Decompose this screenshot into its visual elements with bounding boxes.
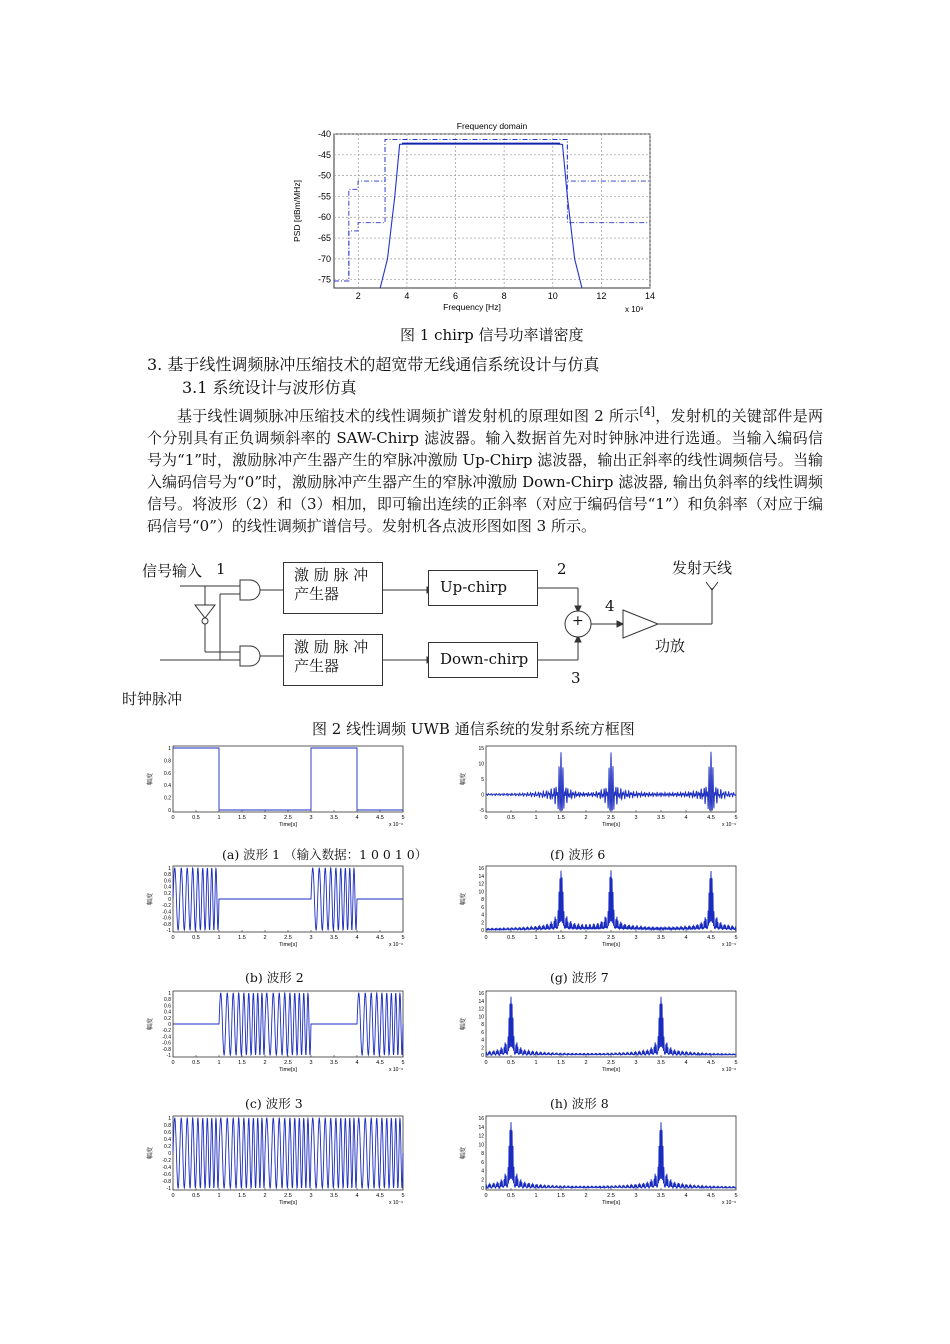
pulse-generator-bottom — [283, 634, 383, 686]
x-tick-label: 4 — [355, 815, 359, 821]
fig2-diagram — [120, 550, 760, 715]
caption-f: (f) 波形 6 — [550, 847, 606, 862]
body-paragraph — [147, 401, 823, 537]
y-tick-label: -0.2 — [162, 903, 171, 910]
y-tick-label: 1 — [168, 991, 171, 997]
x-tick-label: 0 — [171, 1193, 175, 1199]
x-tick-label: 3.5 — [330, 1060, 338, 1066]
x-tick-label: 1 — [217, 815, 221, 821]
y-tick-label: -40 — [317, 129, 331, 139]
x-tick-label: 1.5 — [557, 1060, 565, 1066]
x-tick-label: 0 — [484, 815, 488, 821]
x-tick-label: 2.5 — [284, 1060, 292, 1066]
x-tick-label: 5 — [401, 935, 405, 941]
x-tick-label: 0 — [171, 935, 175, 941]
y-tick-label: -0.2 — [162, 1158, 171, 1164]
up-chirp-filter — [428, 570, 538, 606]
x-multiplier: x 10⁻⁶ — [722, 942, 737, 948]
y-tick-label: -50 — [317, 170, 331, 181]
paragraph-text-2: ，发射机的关键部件是两个分别具有正负调频斜率的 SAW-Chirp 滤波器。输入数据首先对时钟脉冲进行选通。当输入编码信号为“1”时，激励脉冲产生器产生的窄脉冲激励 Up-Chirp 滤波器，输出正斜率的线性调频信号。当输入编码信号为“0”时，激励脉冲产生器产生的窄脉冲激励 Down-Chirp 滤波器, 输出负斜率的线性调频信号。将波形（2）和（3）相加，即可输出连续的正斜率（对应于编码信号“1”）和负斜率（对应于编码信号“0”）的线性调频扩谱信号。发射机各点波形图如图 3 所示。 — [147, 407, 823, 535]
x-tick-label: 4.5 — [376, 1193, 384, 1199]
y-tick-label: 8 — [481, 897, 484, 903]
y-tick-label: 1 — [168, 866, 171, 872]
y-tick-label: 14 — [478, 873, 484, 880]
y-tick-label: 2 — [481, 1177, 484, 1184]
x-tick-label: 4 — [355, 1060, 359, 1066]
y-tick-label: 16 — [478, 866, 484, 872]
x-multiplier: x 10⁻⁶ — [722, 1067, 737, 1073]
x-tick-label: 12 — [596, 291, 607, 301]
node-4-label: 4 — [605, 597, 615, 615]
y-tick-label: -0.6 — [162, 1040, 171, 1047]
x-tick-label: 1.5 — [557, 815, 565, 821]
y-tick-label: -75 — [317, 274, 331, 285]
x-tick-label: 4.5 — [707, 935, 715, 941]
node-1-label: 1 — [216, 560, 226, 578]
x-tick-label: 4.5 — [376, 815, 384, 821]
x-tick-label: 4 — [684, 1193, 688, 1199]
y-tick-label: -1 — [166, 928, 171, 934]
x-tick-label: 3.5 — [657, 1060, 665, 1066]
y-tick-label: 10 — [478, 1014, 484, 1021]
citation-ref: [4] — [639, 405, 656, 418]
y-tick-label: -0.8 — [162, 1179, 171, 1185]
adder-symbol: + — [572, 613, 584, 629]
y-tick-label: -0.6 — [162, 1172, 171, 1178]
x-tick-label: 2.5 — [284, 935, 292, 941]
y-tick-label: 0.2 — [164, 1015, 171, 1022]
y-tick-label: 6 — [481, 1159, 484, 1166]
fig2-caption: 图 2 线性调频 UWB 通信系统的发射系统方框图 — [312, 720, 635, 738]
y-tick-label: 0.4 — [164, 783, 171, 790]
fig1-chart — [288, 118, 658, 314]
x-tick-label: 0 — [171, 1060, 175, 1066]
y-tick-label: 0.6 — [164, 1130, 171, 1136]
x-tick-label: 3 — [634, 935, 638, 941]
x-tick-label: 3 — [634, 1060, 638, 1066]
y-tick-label: 0 — [481, 928, 484, 934]
y-tick-label: 6 — [481, 904, 484, 911]
y-tick-label: -0.4 — [162, 1034, 171, 1041]
caption-g: (g) 波形 7 — [550, 970, 609, 985]
time-axis-label: Time[s] — [602, 1067, 620, 1073]
x-tick-label: 5 — [401, 1193, 405, 1199]
y-tick-label: -1 — [166, 1186, 171, 1192]
x-tick-label: 3 — [309, 815, 313, 821]
y-tick-label: 0.6 — [164, 1003, 171, 1010]
x-multiplier: x 10⁻⁶ — [389, 822, 404, 828]
x-tick-label: 0 — [171, 815, 175, 821]
psd-chart-svg — [288, 118, 658, 314]
x-tick-label: 4.5 — [707, 1193, 715, 1199]
x-tick-label: 0.5 — [507, 815, 515, 821]
y-tick-label: -0.2 — [162, 1028, 171, 1035]
x-tick-label: 2 — [263, 935, 267, 941]
x-tick-label: 1 — [217, 1060, 221, 1066]
y-tick-label: 0.8 — [164, 1123, 171, 1129]
y-tick-label: -0.8 — [162, 921, 171, 928]
y-tick-label: 8 — [481, 1151, 484, 1157]
y-tick-label: 0.8 — [164, 872, 171, 879]
x-tick-label: 10 — [547, 291, 558, 301]
x-tick-label: 1.5 — [557, 1193, 565, 1199]
panel-frame — [173, 746, 403, 812]
x-multiplier: x 10⁹ — [625, 305, 644, 314]
y-tick-label: -0.6 — [162, 915, 171, 922]
y-tick-label: 0.4 — [164, 1137, 171, 1143]
x-tick-label: 3.5 — [330, 935, 338, 941]
node-3-label: 3 — [571, 669, 581, 687]
down-chirp-label: Down-chirp — [440, 650, 529, 668]
x-tick-label: 1.5 — [238, 815, 246, 821]
y-tick-label: 0 — [481, 1053, 484, 1059]
x-tick-label: 0.5 — [192, 1060, 200, 1066]
x-tick-label: 2.5 — [607, 935, 615, 941]
y-tick-label: 0 — [168, 1022, 171, 1028]
subsection-heading: 3.1 系统设计与波形仿真 — [182, 378, 357, 397]
x-tick-label: 1 — [534, 1193, 538, 1199]
x-tick-label: 2 — [584, 1060, 588, 1066]
y-tick-label: 0.2 — [164, 1144, 171, 1150]
time-axis-label: Time[s] — [279, 1067, 297, 1073]
y-axis-label: 幅度 — [147, 892, 154, 906]
fig3-panel-g — [458, 860, 748, 952]
time-axis-label: Time[s] — [602, 1200, 620, 1206]
x-tick-label: 8 — [501, 291, 507, 301]
signal-input-label: 信号输入 — [142, 562, 203, 580]
y-tick-label: 10 — [478, 1142, 484, 1149]
time-axis-label: Time[s] — [279, 942, 297, 948]
pulse-generator-bottom-label: 激 励 脉 冲 产生器 — [294, 638, 369, 675]
x-tick-label: 4 — [404, 291, 410, 301]
up-chirp-label: Up-chirp — [440, 578, 507, 596]
x-tick-label: 4 — [355, 935, 359, 941]
y-tick-label: 2 — [481, 920, 484, 927]
y-tick-label: 0.4 — [164, 1009, 171, 1016]
x-tick-label: 0.5 — [507, 1193, 515, 1199]
y-tick-label: 14 — [478, 998, 484, 1005]
caption-b: (b) 波形 2 — [245, 970, 304, 985]
x-tick-label: 0.5 — [507, 935, 515, 941]
x-tick-label: 1.5 — [238, 935, 246, 941]
x-tick-label: 5 — [401, 815, 405, 821]
y-tick-label: 0.4 — [164, 884, 171, 891]
fig3-panel-c — [145, 985, 415, 1077]
x-tick-label: 1.5 — [238, 1193, 246, 1199]
y-tick-label: -5 — [479, 808, 484, 814]
y-axis-label: 幅度 — [147, 1146, 154, 1160]
x-multiplier: x 10⁻⁶ — [722, 1200, 737, 1206]
x-tick-label: 3.5 — [657, 1193, 665, 1199]
y-tick-label: 16 — [478, 991, 484, 997]
y-tick-label: 12 — [478, 881, 484, 888]
x-tick-label: 2 — [584, 815, 588, 821]
x-tick-label: 3.5 — [330, 815, 338, 821]
time-axis-label: Time[s] — [279, 822, 297, 828]
y-tick-label: 1 — [168, 746, 171, 752]
y-tick-label: 10 — [478, 761, 484, 768]
x-tick-label: 4.5 — [707, 1060, 715, 1066]
x-tick-label: 5 — [734, 1060, 738, 1066]
x-tick-label: 0 — [484, 1193, 488, 1199]
x-tick-label: 6 — [453, 291, 459, 301]
panel-frame — [486, 991, 736, 1057]
y-tick-label: 1 — [168, 1116, 171, 1122]
x-tick-label: 1 — [534, 935, 538, 941]
x-tick-label: 0.5 — [507, 1060, 515, 1066]
y-tick-label: 6 — [481, 1029, 484, 1036]
y-axis-label: 幅度 — [460, 1146, 467, 1160]
x-tick-label: 3 — [309, 1193, 313, 1199]
x-tick-label: 2 — [263, 815, 267, 821]
y-tick-label: 0.8 — [164, 758, 171, 765]
x-tick-label: 3.5 — [330, 1193, 338, 1199]
y-tick-label: 0 — [481, 1186, 484, 1192]
y-tick-label: 0 — [168, 1151, 171, 1157]
x-tick-label: 2 — [263, 1060, 267, 1066]
caption-a: (a) 波形 1 （输入数据：1 0 0 1 0） — [222, 847, 428, 862]
antenna-label: 发射天线 — [672, 559, 733, 577]
x-tick-label: 2.5 — [607, 815, 615, 821]
x-tick-label: 3 — [634, 815, 638, 821]
x-tick-label: 2 — [584, 1193, 588, 1199]
x-tick-label: 5 — [734, 935, 738, 941]
y-tick-label: 12 — [478, 1133, 484, 1140]
y-tick-label: -60 — [317, 212, 331, 223]
down-chirp-filter — [428, 642, 538, 678]
x-tick-label: 4.5 — [376, 935, 384, 941]
x-tick-label: 0 — [484, 1060, 488, 1066]
x-tick-label: 2.5 — [284, 815, 292, 821]
y-tick-label: 2 — [481, 1045, 484, 1052]
x-tick-label: 4 — [684, 935, 688, 941]
y-tick-label: 0.6 — [164, 878, 171, 885]
x-tick-label: 2.5 — [607, 1060, 615, 1066]
x-tick-label: 1.5 — [238, 1060, 246, 1066]
clock-label: 时钟脉冲 — [122, 690, 183, 708]
y-axis-label: PSD [dBm/MHz] — [292, 180, 302, 242]
pulse-generator-top-label: 激 励 脉 冲 产生器 — [294, 566, 369, 603]
y-tick-label: -70 — [317, 253, 331, 264]
caption-h: (h) 波形 8 — [550, 1096, 609, 1111]
y-axis-label: 幅度 — [460, 772, 467, 786]
fig3-panel-b — [145, 860, 415, 952]
x-tick-label: 0.5 — [192, 935, 200, 941]
panel-frame — [486, 1116, 736, 1190]
y-tick-label: 14 — [478, 1124, 484, 1131]
y-axis-label: 幅度 — [147, 772, 154, 786]
x-multiplier: x 10⁻⁶ — [389, 942, 404, 948]
x-tick-label: 3 — [309, 935, 313, 941]
x-tick-label: 1.5 — [557, 935, 565, 941]
x-tick-label: 3.5 — [657, 815, 665, 821]
y-tick-label: 16 — [478, 1116, 484, 1122]
x-tick-label: 2 — [584, 935, 588, 941]
y-tick-label: -45 — [317, 149, 331, 160]
x-tick-label: 1 — [534, 815, 538, 821]
x-multiplier: x 10⁻⁶ — [722, 822, 737, 828]
fig3-panel-h — [458, 985, 748, 1077]
time-axis-label: Time[s] — [602, 942, 620, 948]
x-tick-label: 5 — [734, 1193, 738, 1199]
x-tick-label: 1 — [217, 935, 221, 941]
fig3-panel-a — [145, 740, 415, 832]
x-tick-label: 4.5 — [707, 815, 715, 821]
y-tick-label: -65 — [317, 233, 331, 244]
x-tick-label: 5 — [734, 815, 738, 821]
x-tick-label: 4 — [684, 815, 688, 821]
x-tick-label: 4 — [355, 1193, 359, 1199]
pulse-generator-top — [283, 562, 383, 614]
y-tick-label: 0 — [168, 808, 171, 814]
x-tick-label: 0.5 — [192, 815, 200, 821]
y-tick-label: 8 — [481, 1022, 484, 1028]
x-tick-label: 4.5 — [376, 1060, 384, 1066]
fig3-panel-i — [458, 1110, 748, 1210]
y-tick-label: -0.8 — [162, 1046, 171, 1053]
y-tick-label: -55 — [317, 191, 331, 202]
fig3-panel-d — [145, 1110, 415, 1210]
x-tick-label: 3 — [309, 1060, 313, 1066]
y-tick-label: 4 — [481, 1037, 484, 1044]
x-tick-label: 5 — [401, 1060, 405, 1066]
x-tick-label: 3 — [634, 1193, 638, 1199]
y-tick-label: 0.2 — [164, 890, 171, 897]
y-tick-label: 10 — [478, 889, 484, 896]
x-tick-label: 4 — [684, 1060, 688, 1066]
fig1-caption: 图 1 chirp 信号功率谱密度 — [400, 326, 584, 344]
y-tick-label: 0.8 — [164, 997, 171, 1004]
x-tick-label: 2 — [263, 1193, 267, 1199]
chart-title: Frequency domain — [456, 121, 528, 131]
y-tick-label: 0.2 — [164, 795, 171, 802]
fig3-panel-f — [458, 740, 748, 832]
x-tick-label: 1 — [217, 1193, 221, 1199]
node-2-label: 2 — [557, 560, 567, 578]
x-tick-label: 2 — [355, 291, 361, 301]
x-tick-label: 3.5 — [657, 935, 665, 941]
x-tick-label: 1 — [534, 1060, 538, 1066]
time-axis-label: Time[s] — [279, 1200, 297, 1206]
x-tick-label: 2.5 — [607, 1193, 615, 1199]
x-tick-label: 0 — [484, 935, 488, 941]
y-tick-label: -1 — [166, 1053, 171, 1059]
y-tick-label: 4 — [481, 912, 484, 919]
y-tick-label: -0.4 — [162, 1165, 171, 1171]
y-tick-label: 5 — [481, 777, 484, 783]
y-tick-label: 15 — [478, 746, 484, 752]
y-tick-label: 4 — [481, 1168, 484, 1175]
y-tick-label: 0 — [481, 792, 484, 799]
x-multiplier: x 10⁻⁶ — [389, 1067, 404, 1073]
y-tick-label: -0.4 — [162, 909, 171, 916]
amplifier-label: 功放 — [655, 637, 686, 655]
x-tick-label: 0.5 — [192, 1193, 200, 1199]
x-tick-label: 14 — [644, 291, 656, 301]
y-axis-label: 幅度 — [147, 1017, 154, 1031]
y-tick-label: 12 — [478, 1006, 484, 1013]
x-multiplier: x 10⁻⁶ — [389, 1200, 404, 1206]
x-axis-label: Frequency [Hz] — [443, 302, 501, 312]
plot-area — [334, 134, 650, 288]
caption-c: (c) 波形 3 — [245, 1096, 303, 1111]
paragraph-text-1: 基于线性调频脉冲压缩技术的线性调频扩谱发射机的原理如图 2 所示 — [177, 407, 640, 425]
time-axis-label: Time[s] — [602, 822, 620, 828]
y-axis-label: 幅度 — [460, 892, 467, 906]
y-tick-label: 0 — [168, 897, 171, 903]
y-tick-label: 0.6 — [164, 770, 171, 777]
section-heading: 3. 基于线性调频脉冲压缩技术的超宽带无线通信系统设计与仿真 — [147, 355, 600, 374]
y-axis-label: 幅度 — [460, 1017, 467, 1031]
x-tick-label: 2.5 — [284, 1193, 292, 1199]
